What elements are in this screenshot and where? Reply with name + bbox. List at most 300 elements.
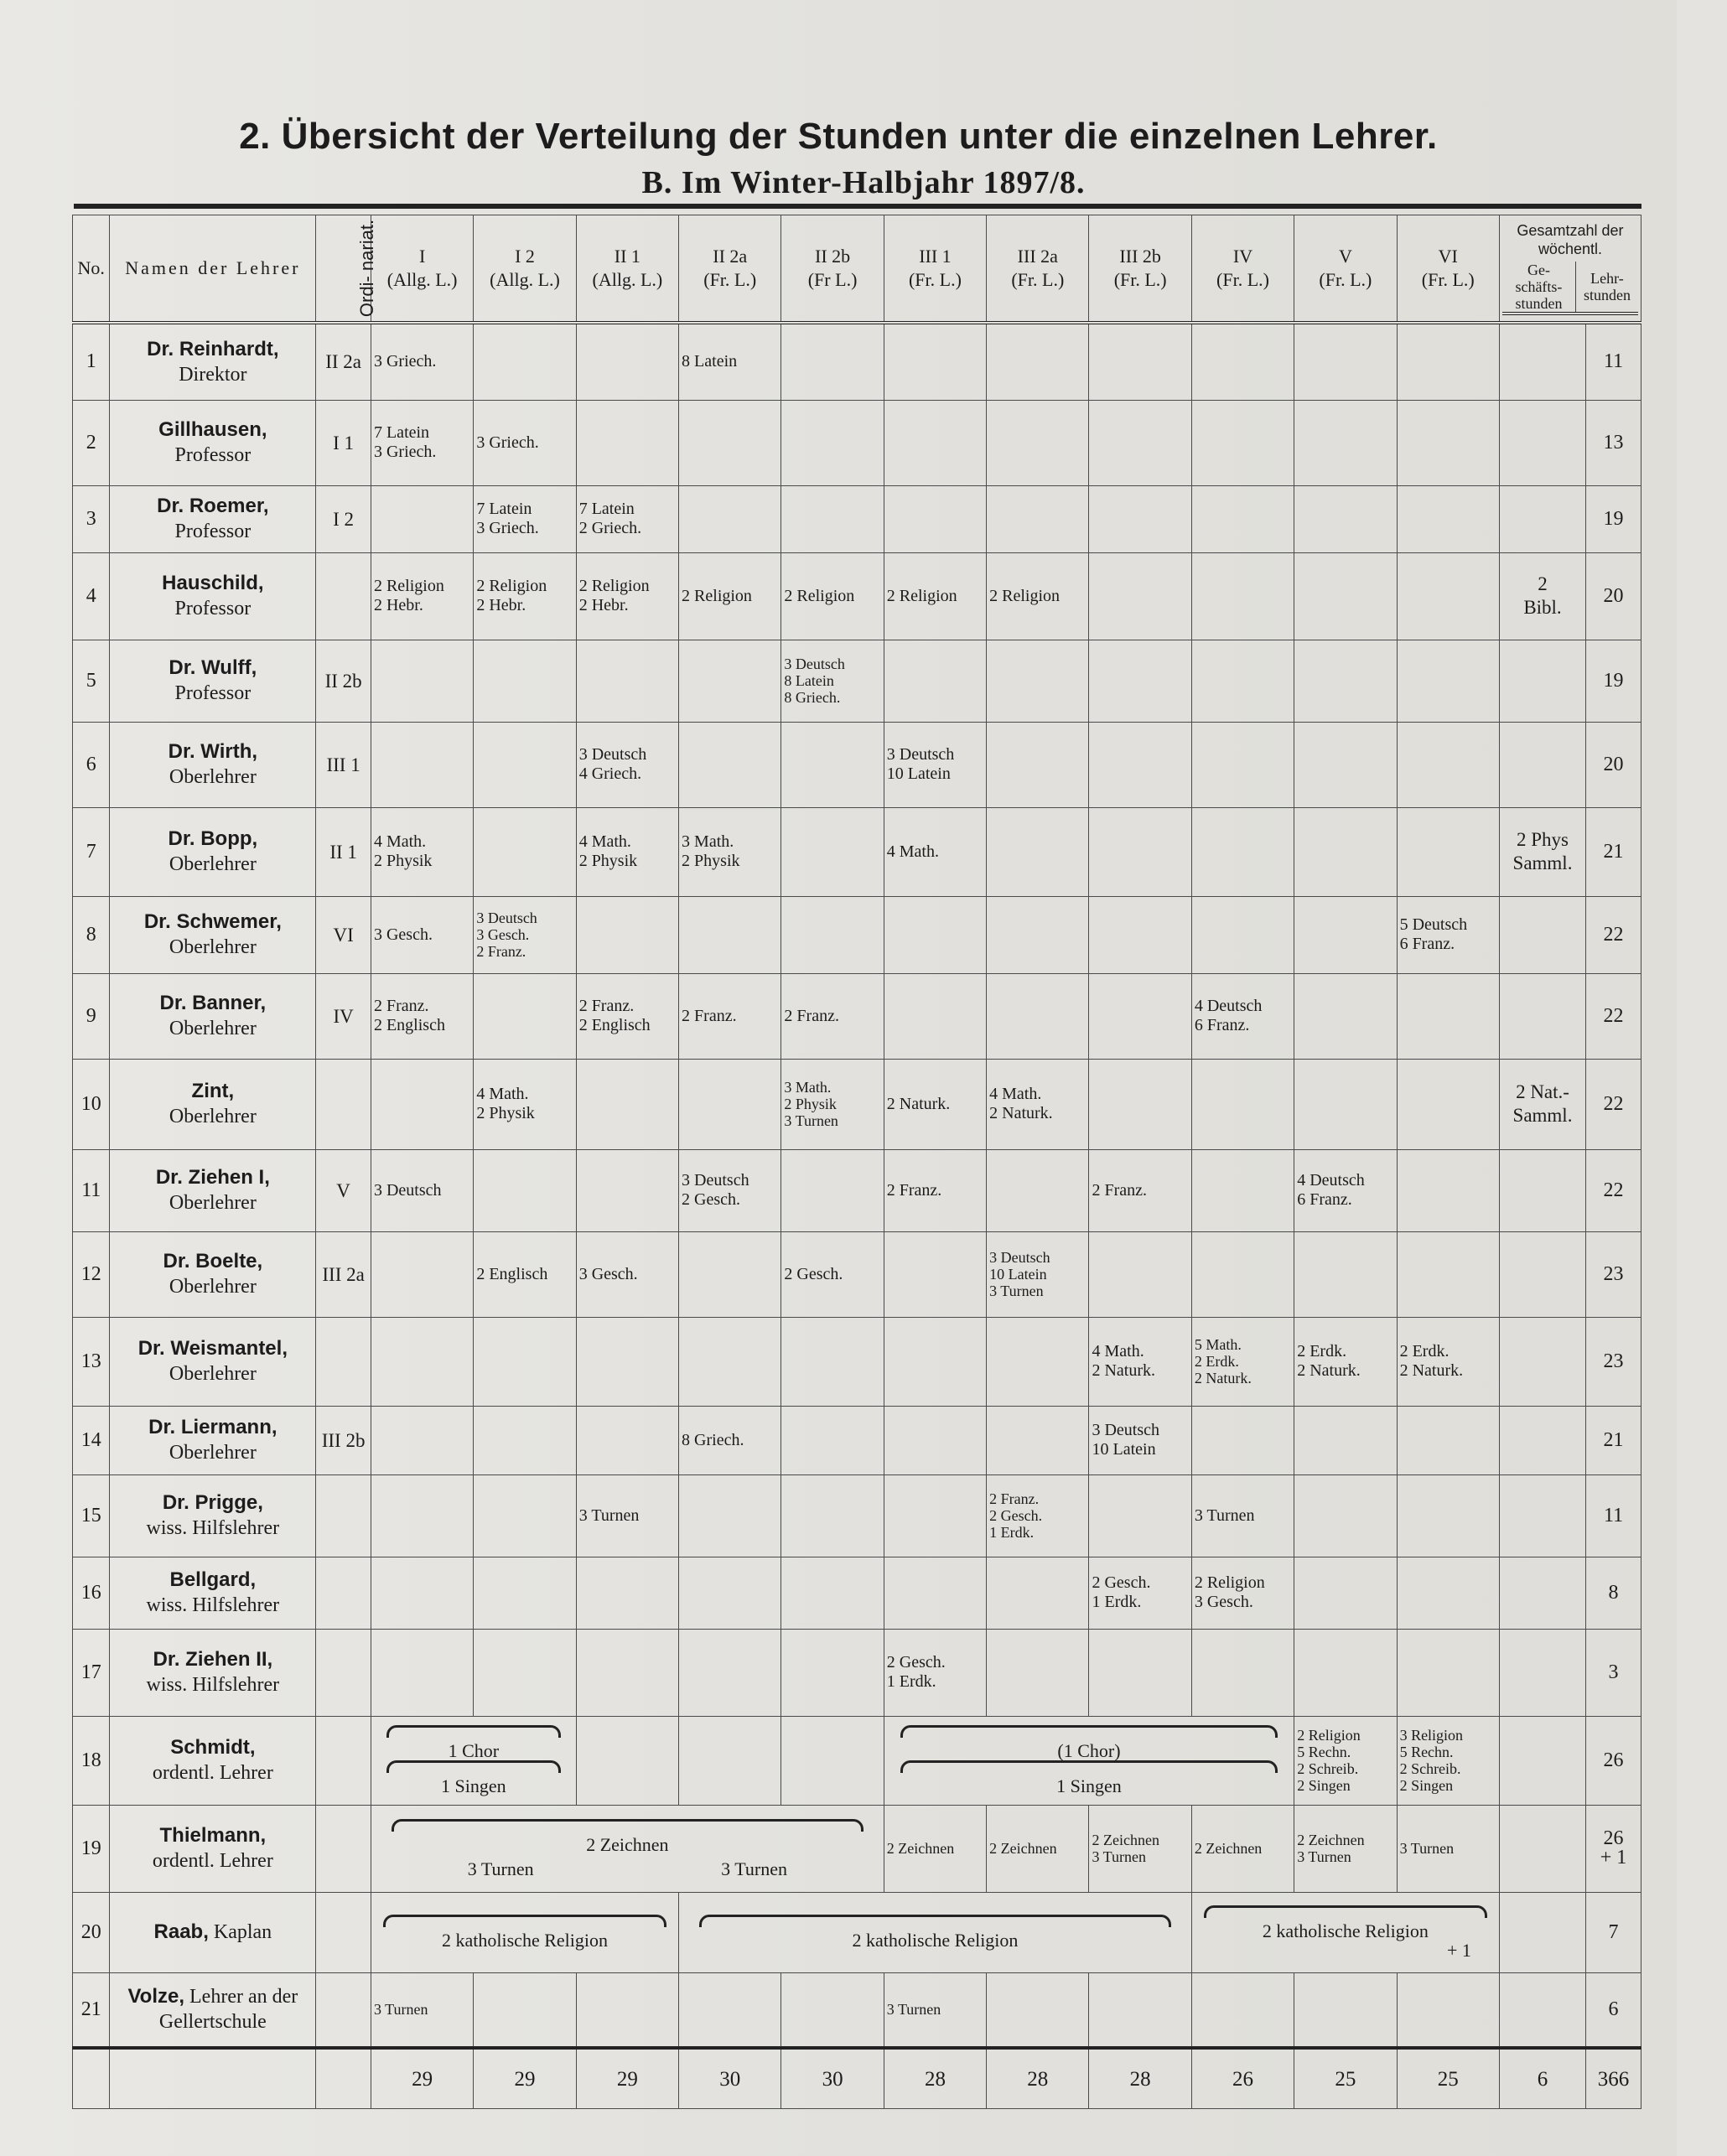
- geschaeft-cell: 2 Bibl.: [1499, 552, 1585, 640]
- lesson-cell: 8 Latein: [679, 323, 781, 400]
- lesson-cell: [474, 1149, 576, 1231]
- row-number: 20: [73, 1892, 110, 1972]
- teacher-role: Professor: [174, 598, 252, 619]
- lesson-cell: [1089, 485, 1191, 552]
- lesson-cell: 3 Math. 2 Physik: [679, 807, 781, 896]
- lesson-cell: [1294, 1474, 1397, 1557]
- lesson-cell: [474, 1629, 576, 1716]
- lesson-cell: [1191, 485, 1294, 552]
- total-hours: 26 + 1: [1586, 1805, 1641, 1892]
- lesson-cell: [679, 1557, 781, 1629]
- lesson-cell: [1191, 1406, 1294, 1474]
- teacher-name: [110, 973, 316, 1059]
- lesson-cell: 2 Erdk. 2 Naturk.: [1294, 1317, 1397, 1406]
- teacher-name: [110, 552, 316, 640]
- lesson-cell: 7 Latein 3 Griech.: [474, 485, 576, 552]
- lesson-cell: 2 Franz. 2 Englisch: [371, 973, 473, 1059]
- geschaeft-cell: [1499, 722, 1585, 807]
- teacher-role: Oberlehrer: [169, 1276, 257, 1298]
- lesson-cell: [1191, 1149, 1294, 1231]
- header-class: II 2b (Fr L.): [781, 215, 884, 324]
- ordinariat-cell: [316, 1972, 371, 2048]
- sum-cell: 30: [679, 2048, 781, 2109]
- lesson-cell: [1294, 400, 1397, 485]
- lesson-cell: [987, 640, 1089, 722]
- table-row: [73, 1557, 1641, 1629]
- cell: [576, 1716, 678, 1805]
- geschaeft-cell: [1499, 1406, 1585, 1474]
- teacher-name: [110, 485, 316, 552]
- table-row: [73, 1972, 1641, 2048]
- lesson-cell: 2 Franz. 2 Englisch: [576, 973, 678, 1059]
- cell: 2 Zeichnen: [987, 1805, 1089, 1892]
- header-name: Namen der Lehrer: [110, 215, 316, 324]
- lesson-cell: [1294, 485, 1397, 552]
- ordinariat-cell: III 1: [316, 722, 371, 807]
- religion-cell: 2 katholische Religion: [371, 1892, 678, 1972]
- lesson-cell: [781, 1557, 884, 1629]
- cell: [781, 1716, 884, 1805]
- header-geschaeft: Ge- schäfts- stunden: [1502, 262, 1576, 314]
- lesson-cell: 3 Turnen: [576, 1474, 678, 1557]
- lesson-cell: 3 Gesch.: [371, 896, 473, 973]
- teacher-surname: Gillhausen,: [158, 418, 267, 441]
- cell: 3 Turnen: [884, 1972, 986, 2048]
- lesson-cell: [987, 323, 1089, 400]
- header-no: No.: [73, 215, 110, 324]
- lesson-cell: [987, 722, 1089, 807]
- lesson-cell: 4 Deutsch 6 Franz.: [1191, 973, 1294, 1059]
- teacher-surname: Dr. Schwemer,: [143, 910, 282, 933]
- sum-row: [73, 2048, 1641, 2109]
- table-row: [73, 485, 1641, 552]
- lesson-cell: [371, 1557, 473, 1629]
- ordinariat-cell: III 2b: [316, 1406, 371, 1474]
- teacher-role: Oberlehrer: [169, 1442, 257, 1464]
- cell: 3 Turnen: [371, 1972, 473, 2048]
- teacher-name: [110, 1149, 316, 1231]
- lesson-cell: [781, 1406, 884, 1474]
- lesson-cell: [1089, 552, 1191, 640]
- lesson-cell: [1397, 807, 1499, 896]
- lesson-cell: [679, 1059, 781, 1149]
- total-hours: 21: [1586, 1406, 1641, 1474]
- sum-cell: 25: [1397, 2048, 1499, 2109]
- teacher-name: [110, 722, 316, 807]
- lesson-cell: [474, 640, 576, 722]
- lesson-cell: [1397, 640, 1499, 722]
- table-row: [73, 807, 1641, 896]
- teacher-role: Oberlehrer: [169, 766, 257, 788]
- teacher-name: [110, 1317, 316, 1406]
- teacher-name: Thielmann, ordentl. Lehrer: [110, 1805, 316, 1892]
- teacher-surname: Dr. Boelte,: [163, 1250, 263, 1272]
- lesson-cell: 4 Math.: [884, 807, 986, 896]
- teacher-surname: Hauschild,: [162, 572, 264, 594]
- hours-table: [72, 215, 1641, 2109]
- lesson-cell: [1397, 400, 1499, 485]
- ordinariat-cell: [316, 1892, 371, 1972]
- teacher-surname: Bellgard,: [169, 1568, 257, 1591]
- table-row: [73, 552, 1641, 640]
- turnen-label: 3 Turnen: [721, 1858, 787, 1879]
- total-hours: 23: [1586, 1231, 1641, 1317]
- plus-note: + 1: [1447, 1939, 1471, 1961]
- ordinariat-cell: V: [316, 1149, 371, 1231]
- lesson-cell: [987, 485, 1089, 552]
- teacher-name: [110, 896, 316, 973]
- total-hours: 6: [1586, 1972, 1641, 2048]
- header-class: I (Allg. L.): [371, 215, 473, 324]
- lesson-cell: [1089, 323, 1191, 400]
- row-number: 10: [73, 1059, 110, 1149]
- sum-cell: 26: [1191, 2048, 1294, 2109]
- geschaeft-cell: [1499, 1149, 1585, 1231]
- header-class: V (Fr. L.): [1294, 215, 1397, 324]
- lesson-cell: [781, 1629, 884, 1716]
- header-class: III 1 (Fr. L.): [884, 215, 986, 324]
- header-class: IV (Fr. L.): [1191, 215, 1294, 324]
- ordinariat-cell: III 2a: [316, 1231, 371, 1317]
- total-hours: 23: [1586, 1317, 1641, 1406]
- lesson-cell: [679, 1629, 781, 1716]
- lesson-cell: [884, 1406, 986, 1474]
- teacher-role: Oberlehrer: [169, 936, 257, 958]
- lesson-cell: [884, 1231, 986, 1317]
- header-class: III 2b (Fr. L.): [1089, 215, 1191, 324]
- teacher-surname: Dr. Wirth,: [168, 740, 258, 763]
- lesson-cell: [1089, 1474, 1191, 1557]
- teacher-surname: Dr. Ziehen II,: [153, 1648, 273, 1671]
- lesson-cell: [781, 807, 884, 896]
- lesson-cell: 7 Latein 3 Griech.: [371, 400, 473, 485]
- lesson-cell: [1294, 1557, 1397, 1629]
- table-row: [73, 1059, 1641, 1149]
- total-hours: 3: [1586, 1629, 1641, 1716]
- sum-empty: [73, 2048, 110, 2109]
- ordinariat-cell: [316, 1557, 371, 1629]
- lesson-cell: [371, 640, 473, 722]
- row-number: 3: [73, 485, 110, 552]
- lesson-cell: 2 Franz.: [679, 973, 781, 1059]
- top-rule: [74, 204, 1641, 209]
- lesson-cell: [781, 722, 884, 807]
- total-hours: 11: [1586, 1474, 1641, 1557]
- lesson-cell: [987, 1149, 1089, 1231]
- table-row: [73, 400, 1641, 485]
- total-hours: 19: [1586, 485, 1641, 552]
- total-hours: 22: [1586, 973, 1641, 1059]
- lesson-cell: 2 Religion 2 Hebr.: [371, 552, 473, 640]
- lesson-cell: [474, 323, 576, 400]
- lesson-cell: [1191, 807, 1294, 896]
- lesson-cell: [1294, 807, 1397, 896]
- lesson-cell: [1397, 552, 1499, 640]
- lesson-cell: [1089, 896, 1191, 973]
- teacher-name: [110, 807, 316, 896]
- teacher-surname: Dr. Ziehen I,: [155, 1166, 270, 1189]
- lesson-cell: 3 Math. 2 Physik 3 Turnen: [781, 1059, 884, 1149]
- chor-cell: (1 Chor) 1 Singen: [884, 1716, 1294, 1805]
- cell: 2 Zeichnen 3 Turnen: [1294, 1805, 1397, 1892]
- teacher-role: wiss. Hilfslehrer: [146, 1517, 280, 1539]
- table-row: [73, 722, 1641, 807]
- table-row: [73, 1629, 1641, 1716]
- ordinariat-cell: I 2: [316, 485, 371, 552]
- lesson-cell: [1397, 1149, 1499, 1231]
- ordinariat-cell: VI: [316, 896, 371, 973]
- lesson-cell: 2 Franz.: [781, 973, 884, 1059]
- lesson-cell: [1294, 973, 1397, 1059]
- lesson-cell: [884, 1474, 986, 1557]
- lesson-cell: [1397, 1059, 1499, 1149]
- lesson-cell: [1191, 1059, 1294, 1149]
- lesson-cell: [1397, 1629, 1499, 1716]
- row-number: 11: [73, 1149, 110, 1231]
- cell: [679, 1716, 781, 1805]
- teacher-surname: Dr. Roemer,: [157, 495, 269, 517]
- table-row: [73, 323, 1641, 400]
- lesson-cell: [1397, 1557, 1499, 1629]
- lesson-cell: 2 Erdk. 2 Naturk.: [1397, 1317, 1499, 1406]
- row-number: 12: [73, 1231, 110, 1317]
- header-ordinariat: Ordi- nariat.: [316, 215, 371, 324]
- lesson-cell: [1294, 323, 1397, 400]
- lesson-cell: [474, 1406, 576, 1474]
- page-subtitle: B. Im Winter-Halbjahr 1897/8.: [641, 165, 1086, 200]
- table-row: [73, 1406, 1641, 1474]
- zeichnen-cell: 2 Zeichnen 3 Turnen 3 Turnen: [371, 1805, 884, 1892]
- table-row: [73, 973, 1641, 1059]
- lesson-cell: [1294, 722, 1397, 807]
- lesson-cell: [371, 1231, 473, 1317]
- geschaeft-cell: [1499, 640, 1585, 722]
- ordinariat-cell: I 1: [316, 400, 371, 485]
- geschaeft-cell: [1499, 1892, 1585, 1972]
- table-row: [73, 640, 1641, 722]
- header-lehr: Lehr- stunden: [1583, 270, 1631, 303]
- page-title: 2. Übersicht der Verteilung der Stunden unter die einzelnen Lehrer.: [239, 116, 1438, 157]
- geschaeft-cell: [1499, 400, 1585, 485]
- geschaeft-cell: [1499, 1805, 1585, 1892]
- lesson-cell: [371, 1629, 473, 1716]
- total-hours: 11: [1586, 323, 1641, 400]
- lesson-cell: [987, 896, 1089, 973]
- lesson-cell: [987, 400, 1089, 485]
- lesson-cell: [371, 1317, 473, 1406]
- lesson-cell: 3 Gesch.: [576, 1231, 678, 1317]
- lesson-cell: 7 Latein 2 Griech.: [576, 485, 678, 552]
- row-number: 15: [73, 1474, 110, 1557]
- row-number: 1: [73, 323, 110, 400]
- lesson-cell: [474, 1557, 576, 1629]
- lesson-cell: [474, 1317, 576, 1406]
- total-hours: 7: [1586, 1892, 1641, 1972]
- sum-empty: [316, 2048, 371, 2109]
- lesson-cell: [987, 807, 1089, 896]
- teacher-name: Raab, Kaplan: [110, 1892, 316, 1972]
- lesson-cell: 2 Franz.: [1089, 1149, 1191, 1231]
- lesson-cell: [884, 1557, 986, 1629]
- lesson-cell: 4 Math. 2 Physik: [474, 1059, 576, 1149]
- lesson-cell: 2 Franz. 2 Gesch. 1 Erdk.: [987, 1474, 1089, 1557]
- table-row: [73, 1231, 1641, 1317]
- lesson-cell: [371, 485, 473, 552]
- teacher-name: [110, 323, 316, 400]
- lesson-cell: [679, 722, 781, 807]
- teacher-name: [110, 1474, 316, 1557]
- teacher-name: [110, 640, 316, 722]
- lesson-cell: [679, 485, 781, 552]
- lesson-cell: [1089, 1629, 1191, 1716]
- header-gesamtzahl: Gesamtzahl der wöchentl. Ge- schäfts- stunden Lehr- stunden: [1499, 215, 1641, 324]
- lesson-cell: 2 Franz.: [884, 1149, 986, 1231]
- lesson-cell: [371, 1059, 473, 1149]
- row-number: 14: [73, 1406, 110, 1474]
- lesson-cell: [576, 1629, 678, 1716]
- row-number: 7: [73, 807, 110, 896]
- lesson-cell: [679, 640, 781, 722]
- teacher-surname: Dr. Banner,: [159, 992, 267, 1014]
- teacher-role: Professor: [174, 682, 252, 704]
- teacher-name: [110, 1059, 316, 1149]
- lesson-cell: [1294, 1231, 1397, 1317]
- teacher-role: Oberlehrer: [169, 853, 257, 875]
- total-hours: 13: [1586, 400, 1641, 485]
- ordinariat-cell: [316, 1805, 371, 1892]
- lesson-cell: [1294, 552, 1397, 640]
- lesson-cell: [1294, 1406, 1397, 1474]
- lesson-cell: [576, 1317, 678, 1406]
- geschaeft-cell: [1499, 1557, 1585, 1629]
- lesson-cell: [474, 1474, 576, 1557]
- lesson-cell: [474, 807, 576, 896]
- lesson-cell: [1397, 722, 1499, 807]
- lesson-cell: [987, 1557, 1089, 1629]
- lesson-cell: 2 Gesch.: [781, 1231, 884, 1317]
- geschaeft-cell: [1499, 1629, 1585, 1716]
- lesson-cell: [371, 1406, 473, 1474]
- lesson-cell: [1397, 485, 1499, 552]
- teacher-name: [110, 1629, 316, 1716]
- lesson-cell: [1089, 400, 1191, 485]
- lesson-cell: [1089, 722, 1191, 807]
- total-hours: 22: [1586, 896, 1641, 973]
- header-class: VI (Fr. L.): [1397, 215, 1499, 324]
- teacher-role: Professor: [174, 444, 252, 466]
- turnen-label: 3 Turnen: [467, 1858, 534, 1879]
- sum-geschaeft: 6: [1499, 2048, 1585, 2109]
- sum-cell: 29: [474, 2048, 576, 2109]
- cell: 2 Zeichnen: [884, 1805, 986, 1892]
- row-number: 5: [73, 640, 110, 722]
- lesson-cell: 2 Religion 2 Hebr.: [474, 552, 576, 640]
- lesson-cell: [371, 722, 473, 807]
- lesson-cell: [1191, 640, 1294, 722]
- lesson-cell: [576, 1059, 678, 1149]
- lesson-cell: [1191, 722, 1294, 807]
- lesson-cell: [1294, 640, 1397, 722]
- lesson-cell: [474, 722, 576, 807]
- sum-total: 366: [1586, 2048, 1641, 2109]
- ordinariat-cell: II 2b: [316, 640, 371, 722]
- lesson-cell: [884, 973, 986, 1059]
- lesson-cell: [576, 896, 678, 973]
- lesson-cell: 8 Griech.: [679, 1406, 781, 1474]
- teacher-role: Oberlehrer: [169, 1106, 257, 1127]
- teacher-name: [110, 400, 316, 485]
- table-row: [73, 1892, 1641, 1972]
- lesson-cell: [781, 1317, 884, 1406]
- lesson-cell: [679, 1474, 781, 1557]
- geschaeft-cell: 2 Nat.- Samml.: [1499, 1059, 1585, 1149]
- sum-cell: 30: [781, 2048, 884, 2109]
- lesson-cell: [987, 1317, 1089, 1406]
- row-number: 17: [73, 1629, 110, 1716]
- lesson-cell: [576, 1406, 678, 1474]
- geschaeft-cell: [1499, 1972, 1585, 2048]
- teacher-name: [110, 1557, 316, 1629]
- lesson-cell: [1397, 323, 1499, 400]
- lesson-cell: 3 Deutsch 3 Gesch. 2 Franz.: [474, 896, 576, 973]
- teacher-role: Oberlehrer: [169, 1363, 257, 1385]
- lesson-cell: [781, 896, 884, 973]
- teacher-role: Oberlehrer: [169, 1192, 257, 1214]
- lesson-cell: 2 Religion 3 Gesch.: [1191, 1557, 1294, 1629]
- geschaeft-cell: [1499, 323, 1585, 400]
- lesson-cell: [1397, 1474, 1499, 1557]
- total-hours: 21: [1586, 807, 1641, 896]
- ordinariat-cell: [316, 1059, 371, 1149]
- lesson-cell: [884, 640, 986, 722]
- total-hours: 22: [1586, 1149, 1641, 1231]
- total-hours: 20: [1586, 722, 1641, 807]
- lesson-cell: 4 Math. 2 Naturk.: [1089, 1317, 1191, 1406]
- table-row: [73, 1716, 1641, 1805]
- lesson-cell: [1397, 973, 1499, 1059]
- teacher-surname: Dr. Bopp,: [168, 827, 258, 850]
- lesson-cell: 4 Math. 2 Physik: [371, 807, 473, 896]
- teacher-role: wiss. Hilfslehrer: [146, 1594, 280, 1616]
- ordinariat-cell: [316, 1474, 371, 1557]
- lesson-cell: [781, 323, 884, 400]
- lesson-cell: [1191, 323, 1294, 400]
- row-number: 19: [73, 1805, 110, 1892]
- lesson-cell: [1089, 1059, 1191, 1149]
- lesson-cell: [576, 400, 678, 485]
- row-number: 6: [73, 722, 110, 807]
- lesson-cell: 2 Gesch. 1 Erdk.: [884, 1629, 986, 1716]
- lesson-cell: [1089, 640, 1191, 722]
- lesson-cell: 3 Deutsch 10 Latein: [884, 722, 986, 807]
- header-class: III 2a (Fr. L.): [987, 215, 1089, 324]
- teacher-role: Direktor: [179, 363, 247, 386]
- total-hours: 20: [1586, 552, 1641, 640]
- cell: 2 Religion 5 Rechn. 2 Schreib. 2 Singen: [1294, 1716, 1397, 1805]
- lesson-cell: [987, 1629, 1089, 1716]
- row-number: 13: [73, 1317, 110, 1406]
- sum-cell: 29: [576, 2048, 678, 2109]
- sum-cell: 28: [884, 2048, 986, 2109]
- lesson-cell: 3 Deutsch 4 Griech.: [576, 722, 678, 807]
- ordinariat-cell: II 2a: [316, 323, 371, 400]
- lesson-cell: 2 Religion: [987, 552, 1089, 640]
- lesson-cell: 3 Turnen: [1191, 1474, 1294, 1557]
- row-number: 4: [73, 552, 110, 640]
- row-number: 9: [73, 973, 110, 1059]
- header-row: [73, 215, 1641, 324]
- cell: 2 Zeichnen 3 Turnen: [1089, 1805, 1191, 1892]
